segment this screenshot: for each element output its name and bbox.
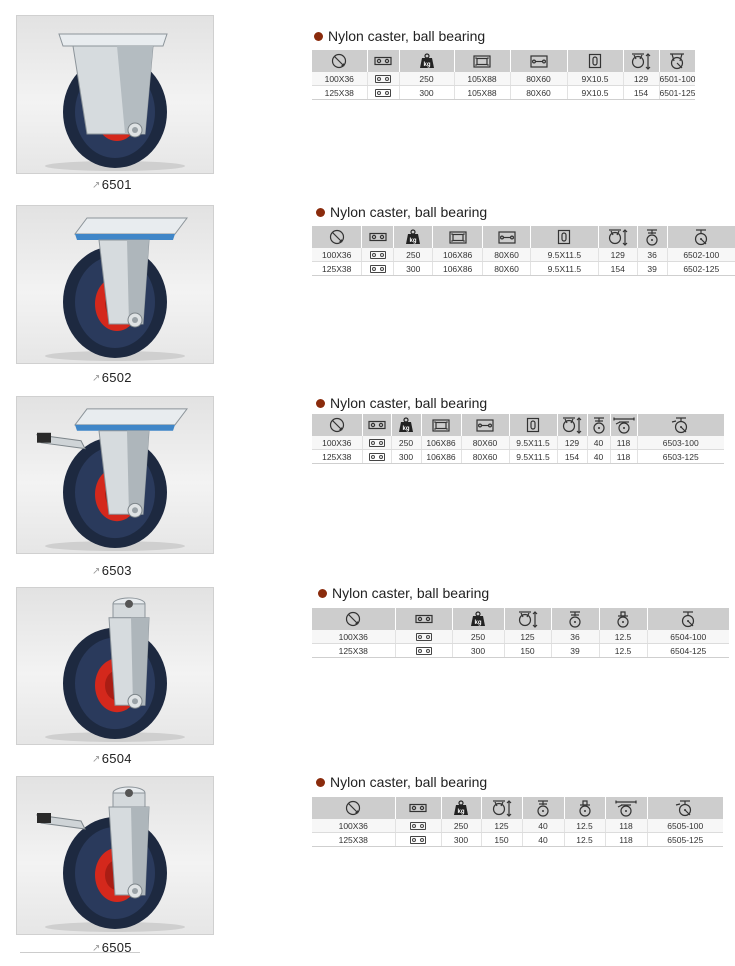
bullet-dot-icon <box>316 208 325 217</box>
brake-caster-icon <box>637 414 724 436</box>
caster-photo-drawing <box>17 588 213 744</box>
spec-table <box>312 608 729 658</box>
product-title <box>316 204 487 220</box>
spec-cell: 6505-125 <box>647 833 723 847</box>
spec-cell: 100X36 <box>312 819 395 833</box>
wheel-size-icon <box>312 797 395 819</box>
offset-icon <box>522 797 564 819</box>
table-row <box>312 819 723 833</box>
model-number <box>92 177 132 192</box>
caster-photo-drawing <box>17 397 213 553</box>
svg-text:kg: kg <box>409 238 417 244</box>
caster-photo-drawing <box>17 16 213 173</box>
bullet-dot-icon <box>316 399 325 408</box>
caster-photo <box>16 587 214 745</box>
model-number <box>92 370 132 385</box>
bolt-hole-symbol <box>369 439 385 447</box>
bolt-hole-symbol <box>410 822 426 830</box>
brake-caster-icon <box>647 797 723 819</box>
product-title <box>316 395 487 411</box>
offset-icon <box>551 608 599 630</box>
bolt-hole-size-icon <box>509 414 557 436</box>
product-title-text: Nylon caster, ball bearing <box>328 28 486 44</box>
spec-cell: 105X88 <box>454 86 510 100</box>
bolt-hole-symbol <box>370 251 386 259</box>
offset-icon <box>637 226 667 248</box>
bolt-hole-icon <box>367 50 399 72</box>
spec-cell <box>367 72 399 86</box>
product-section-6501 <box>0 15 735 205</box>
product-title <box>316 774 487 790</box>
spec-cell: 80X60 <box>483 262 531 276</box>
spec-cell: 80X60 <box>483 248 531 262</box>
caster-photo <box>16 776 214 935</box>
spec-cell: 125X38 <box>312 262 362 276</box>
spec-cell: 300 <box>394 262 433 276</box>
spec-cell: 250 <box>391 436 421 450</box>
model-number-text: 6504 <box>101 751 132 766</box>
table-row <box>312 86 695 100</box>
spec-cell: 36 <box>637 248 667 262</box>
spec-cell: 105X88 <box>454 72 510 86</box>
spec-cell: 125 <box>504 630 551 644</box>
product-title <box>318 585 489 601</box>
spec-cell: 250 <box>452 630 504 644</box>
table-row <box>312 644 729 658</box>
spec-cell: 154 <box>623 86 659 100</box>
top-plate-icon <box>421 414 461 436</box>
spec-cell: 106X86 <box>421 450 461 464</box>
table-row <box>312 436 724 450</box>
bolt-hole-size-icon <box>530 226 598 248</box>
model-marker-icon: ↗ <box>92 943 101 954</box>
spec-cell: 80X60 <box>461 450 509 464</box>
spec-cell: 40 <box>522 819 564 833</box>
spec-cell: 300 <box>399 86 454 100</box>
spec-cell: 250 <box>399 72 454 86</box>
spec-cell: 250 <box>394 248 433 262</box>
model-number-text: 6501 <box>101 177 132 192</box>
spec-cell <box>362 248 394 262</box>
spec-header-row <box>312 226 735 248</box>
spec-cell: 80X60 <box>510 86 567 100</box>
spec-cell <box>362 450 391 464</box>
spec-table <box>312 414 724 464</box>
spec-cell: 250 <box>441 819 481 833</box>
spec-cell: 6503-125 <box>637 450 724 464</box>
page-bottom-rule <box>20 952 140 953</box>
spec-cell: 129 <box>598 248 637 262</box>
offset-icon <box>587 414 610 436</box>
product-title-text: Nylon caster, ball bearing <box>330 774 488 790</box>
spec-cell: 118 <box>610 450 637 464</box>
model-number-text: 6503 <box>101 563 132 578</box>
spec-cell: 118 <box>605 833 647 847</box>
svg-text:kg: kg <box>474 620 482 626</box>
model-number <box>92 563 132 578</box>
bullet-dot-icon <box>314 32 323 41</box>
model-number <box>92 751 132 766</box>
wheel-size-icon <box>312 608 395 630</box>
product-title <box>314 28 485 44</box>
overall-height-icon <box>504 608 551 630</box>
kg-load-icon <box>391 414 421 436</box>
spec-cell: 9X10.5 <box>567 72 623 86</box>
spec-cell: 6504-125 <box>647 644 729 658</box>
spec-cell: 125X38 <box>312 644 395 658</box>
product-section-6503 <box>0 396 735 586</box>
model-marker-icon: ↗ <box>92 180 101 191</box>
spec-cell: 154 <box>557 450 587 464</box>
overall-height-icon <box>557 414 587 436</box>
kg-load-icon <box>452 608 504 630</box>
bolt-hole-icon <box>395 608 452 630</box>
spec-cell: 80X60 <box>461 436 509 450</box>
spec-cell <box>362 436 391 450</box>
spec-cell: 300 <box>391 450 421 464</box>
spec-cell: 150 <box>504 644 551 658</box>
spec-cell: 118 <box>605 819 647 833</box>
spec-cell: 300 <box>452 644 504 658</box>
spec-cell: 6502-100 <box>667 248 735 262</box>
spec-cell: 12.5 <box>564 833 605 847</box>
spec-cell: 100X36 <box>312 436 362 450</box>
spec-cell: 129 <box>623 72 659 86</box>
spec-cell: 39 <box>637 262 667 276</box>
table-row <box>312 630 729 644</box>
bolt-hole-symbol <box>370 265 386 273</box>
svg-text:kg: kg <box>402 426 410 432</box>
spec-cell: 100X36 <box>312 630 395 644</box>
spec-table <box>312 797 723 847</box>
spec-cell: 40 <box>587 450 610 464</box>
swivel-caster-icon <box>667 226 735 248</box>
spec-cell: 9.5X11.5 <box>509 436 557 450</box>
spec-table <box>312 50 695 100</box>
spec-cell: 12.5 <box>564 819 605 833</box>
bolt-hole-icon <box>362 226 394 248</box>
spec-cell: 12.5 <box>599 630 647 644</box>
spec-cell: 100X36 <box>312 248 362 262</box>
kg-load-icon <box>394 226 433 248</box>
bolt-hole-symbol <box>416 633 432 641</box>
hole-spacing-icon <box>461 414 509 436</box>
model-marker-icon: ↗ <box>92 373 101 384</box>
spec-cell: 6501-125 <box>659 87 696 98</box>
caster-photo <box>16 396 214 554</box>
table-row <box>312 262 735 276</box>
overall-height-icon <box>598 226 637 248</box>
hole-spacing-icon <box>483 226 531 248</box>
spec-cell: 125X38 <box>312 450 362 464</box>
table-row <box>312 450 724 464</box>
model-number-text: 6505 <box>101 940 132 955</box>
spec-cell: 154 <box>598 262 637 276</box>
spec-header-row <box>312 414 724 436</box>
table-row <box>312 72 695 86</box>
caster-photo-drawing <box>17 777 213 934</box>
spec-cell: 118 <box>610 436 637 450</box>
spec-cell: 6505-100 <box>647 819 723 833</box>
model-marker-icon: ↗ <box>92 566 101 577</box>
spec-cell: 36 <box>551 630 599 644</box>
spec-cell: 300 <box>441 833 481 847</box>
bolt-hole-symbol <box>369 453 385 461</box>
overall-height-icon <box>481 797 522 819</box>
swivel-caster-icon <box>647 608 729 630</box>
spec-cell: 6501-100 <box>659 73 696 84</box>
overall-height-icon <box>623 50 659 72</box>
spec-cell <box>395 819 441 833</box>
stem-diameter-icon <box>564 797 605 819</box>
bolt-hole-size-icon <box>567 50 623 72</box>
spec-cell: 6504-100 <box>647 630 729 644</box>
spec-cell: 106X86 <box>421 436 461 450</box>
caster-photo <box>16 205 214 364</box>
bolt-hole-icon <box>395 797 441 819</box>
spec-table <box>312 226 735 276</box>
spec-cell: 106X86 <box>433 248 483 262</box>
wheel-size-icon <box>312 414 362 436</box>
spec-cell: 39 <box>551 644 599 658</box>
bolt-hole-icon <box>362 414 391 436</box>
svg-text:kg: kg <box>422 62 431 68</box>
spec-cell: 6503-100 <box>637 436 724 450</box>
spec-cell: 40 <box>522 833 564 847</box>
stem-diameter-icon <box>599 608 647 630</box>
spec-cell: 9.5X11.5 <box>530 262 598 276</box>
spec-cell <box>395 644 452 658</box>
spec-cell: 125X38 <box>312 833 395 847</box>
product-section-6504 <box>0 587 735 777</box>
caster-photo <box>16 15 214 174</box>
caster-photo-drawing <box>17 206 213 363</box>
wheel-size-icon <box>312 50 367 72</box>
product-section-6505 <box>0 776 735 966</box>
bolt-hole-symbol <box>416 647 432 655</box>
spec-cell: 129 <box>557 436 587 450</box>
table-row <box>312 248 735 262</box>
brake-width-icon <box>610 414 637 436</box>
fixed-caster-icon <box>659 50 695 72</box>
spec-cell <box>395 630 452 644</box>
spec-cell: 80X60 <box>510 72 567 86</box>
spec-cell: 100X36 <box>312 72 367 86</box>
spec-cell: 9.5X11.5 <box>509 450 557 464</box>
model-number-text: 6502 <box>101 370 132 385</box>
product-title-text: Nylon caster, ball bearing <box>330 395 488 411</box>
model-marker-icon: ↗ <box>92 754 101 765</box>
hole-spacing-icon <box>510 50 567 72</box>
spec-cell: 12.5 <box>599 644 647 658</box>
spec-header-row <box>312 608 729 630</box>
spec-cell: 125 <box>481 819 522 833</box>
spec-cell: 106X86 <box>433 262 483 276</box>
spec-cell: 40 <box>587 436 610 450</box>
brake-width-icon <box>605 797 647 819</box>
top-plate-icon <box>454 50 510 72</box>
bullet-dot-icon <box>316 778 325 787</box>
kg-load-icon <box>441 797 481 819</box>
spec-header-row <box>312 50 695 72</box>
spec-cell: 6502-125 <box>667 262 735 276</box>
spec-cell: 9X10.5 <box>567 86 623 100</box>
bolt-hole-symbol <box>375 89 391 97</box>
spec-cell <box>395 833 441 847</box>
spec-cell: 125X38 <box>312 86 367 100</box>
svg-text:kg: kg <box>457 809 465 815</box>
wheel-size-icon <box>312 226 362 248</box>
bolt-hole-symbol <box>375 75 391 83</box>
spec-cell <box>367 86 399 100</box>
product-title-text: Nylon caster, ball bearing <box>330 204 488 220</box>
spec-header-row <box>312 797 723 819</box>
bullet-dot-icon <box>318 589 327 598</box>
spec-cell <box>362 262 394 276</box>
kg-load-icon <box>399 50 454 72</box>
top-plate-icon <box>433 226 483 248</box>
product-title-text: Nylon caster, ball bearing <box>332 585 490 601</box>
spec-cell: 9.5X11.5 <box>530 248 598 262</box>
table-row <box>312 833 723 847</box>
spec-cell: 150 <box>481 833 522 847</box>
bolt-hole-symbol <box>410 836 426 844</box>
product-section-6502 <box>0 205 735 395</box>
